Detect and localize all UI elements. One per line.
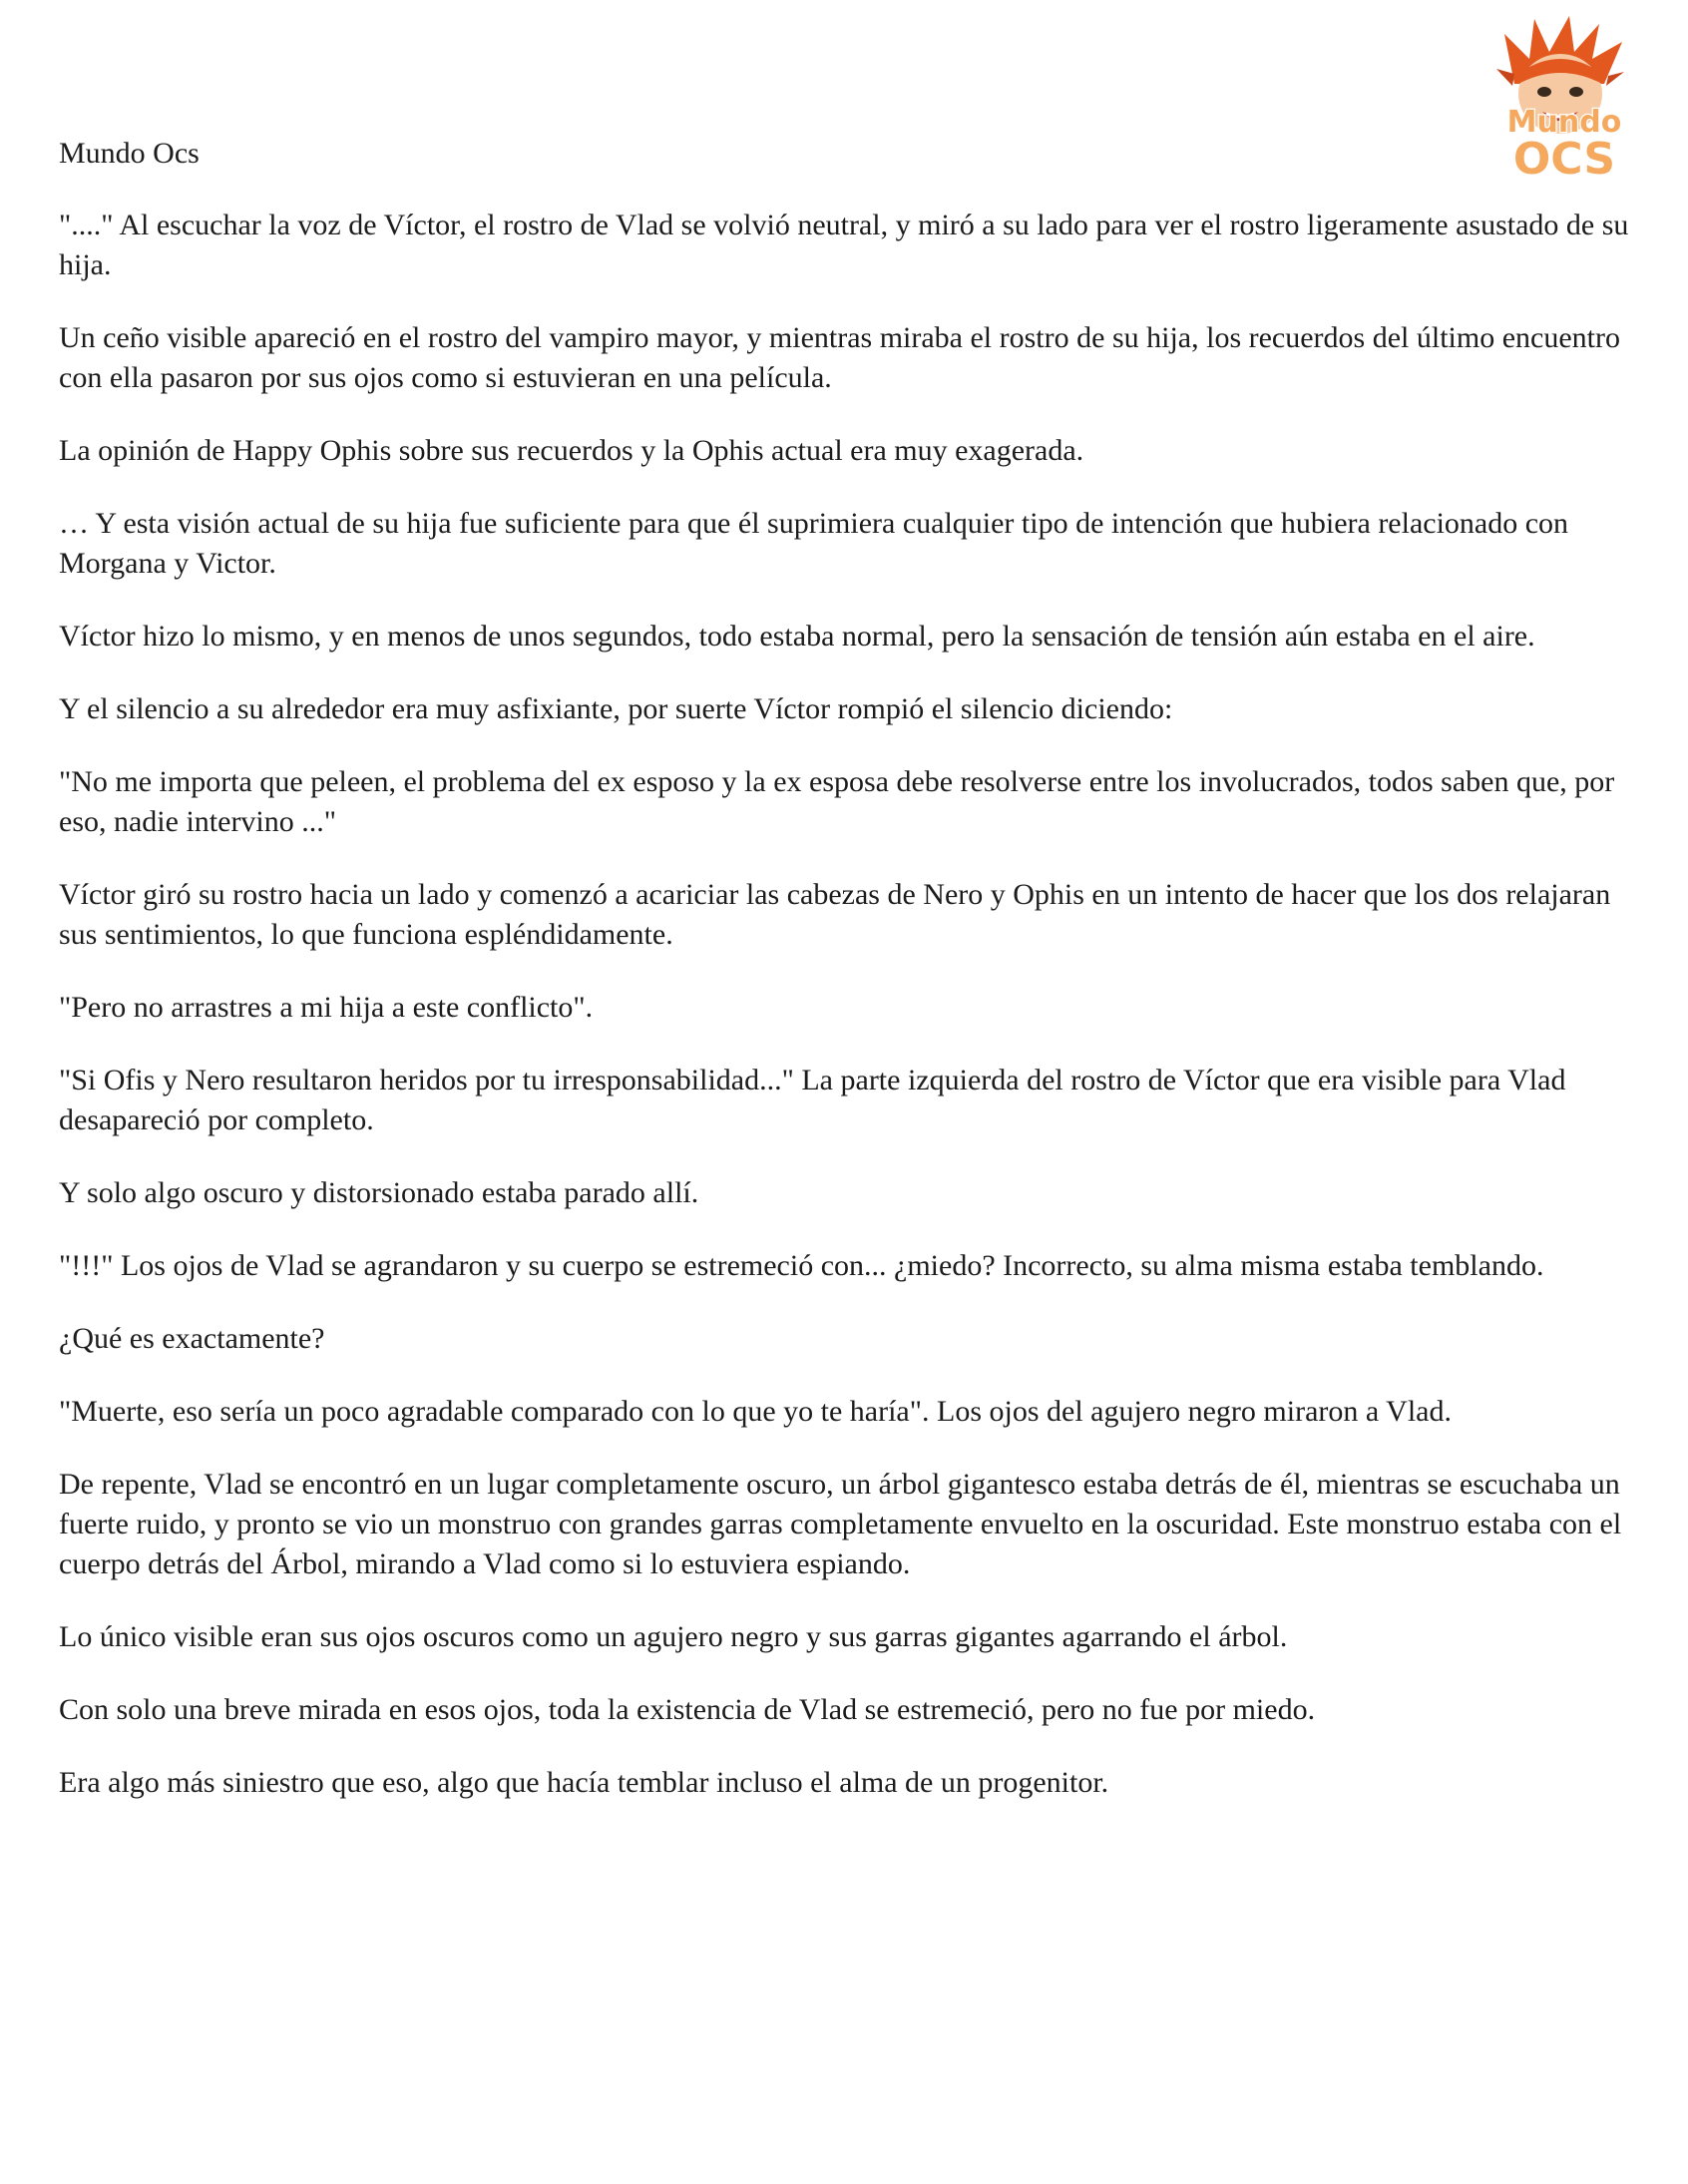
- paragraph: "Muerte, eso sería un poco agradable comparado con lo que yo te haría". Los ojos del agujero negro miraron a Vlad.: [59, 1395, 1452, 1428]
- paragraph: "...." Al escuchar la voz de Víctor, el rostro de Vlad se volvió neutral, y miró a su lado para ver el rostro ligeramente asustado de su hija.: [59, 209, 1629, 281]
- paragraph: ¿Qué es exactamente?: [59, 1322, 325, 1355]
- paragraph: "!!!" Los ojos de Vlad se agrandaron y su cuerpo se estremeció con... ¿miedo? Incorrecto, su alma misma estaba temblando.: [59, 1249, 1544, 1282]
- logo-text-line1: Mundo: [1506, 105, 1622, 140]
- logo-text-line2: OCS: [1512, 134, 1616, 184]
- paragraph: Lo único visible eran sus ojos oscuros como un agujero negro y sus garras gigantes agarrando el árbol.: [59, 1620, 1288, 1653]
- paragraph: La opinión de Happy Ophis sobre sus recuerdos y la Ophis actual era muy exagerada.: [59, 434, 1084, 467]
- document-body: [59, 206, 1655, 1836]
- paragraph: Y el silencio a su alrededor era muy asfixiante, por suerte Víctor rompió el silencio diciendo:: [59, 692, 1173, 725]
- paragraph: … Y esta visión actual de su hija fue suficiente para que él suprimiera cualquier tipo de intención que hubiera relacionado con Morgana y Victor.: [59, 507, 1569, 580]
- paragraph: "Si Ofis y Nero resultaron heridos por tu irresponsabilidad..." La parte izquierda del rostro de Víctor que era visible para Vlad desapareció por completo.: [59, 1064, 1566, 1136]
- paragraph: Era algo más siniestro que eso, algo que hacía temblar incluso el alma de un progenitor.: [59, 1766, 1109, 1799]
- paragraph: Víctor giró su rostro hacia un lado y comenzó a acariciar las cabezas de Nero y Ophis en un intento de hacer que los dos relajaran sus sentimientos, lo que funciona espléndidamente.: [59, 878, 1611, 951]
- logo-wordmark: [1507, 105, 1622, 184]
- paragraph: Y solo algo oscuro y distorsionado estaba parado allí.: [59, 1176, 699, 1209]
- page-header-title: Mundo Ocs: [59, 137, 200, 170]
- paragraph: De repente, Vlad se encontró en un lugar completamente oscuro, un árbol gigantesco estaba detrás de él, mientras se escuchaba un fuerte ruido, y pronto se vio un monstruo con grandes garras completamente envuelto en la oscuridad. Este monstruo estaba con el cuerpo detrás del Árbol, mirando a Vlad como si lo estuviera espiando.: [59, 1468, 1622, 1580]
- mundo-ocs-logo: [1475, 14, 1654, 184]
- paragraph: Con solo una breve mirada en esos ojos, toda la existencia de Vlad se estremeció, pero no fue por miedo.: [59, 1693, 1316, 1726]
- paragraph: Víctor hizo lo mismo, y en menos de unos segundos, todo estaba normal, pero la sensación de tensión aún estaba en el aire.: [59, 620, 1535, 653]
- paragraph: "No me importa que peleen, el problema del ex esposo y la ex esposa debe resolverse entre los involucrados, todos saben que, por eso, nadie intervino ...": [59, 765, 1615, 838]
- paragraph: Un ceño visible apareció en el rostro del vampiro mayor, y mientras miraba el rostro de su hija, los recuerdos del último encuentro con ella pasaron por sus ojos como si estuvieran en una película.: [59, 321, 1620, 394]
- paragraph: "Pero no arrastres a mi hija a este conflicto".: [59, 991, 594, 1024]
